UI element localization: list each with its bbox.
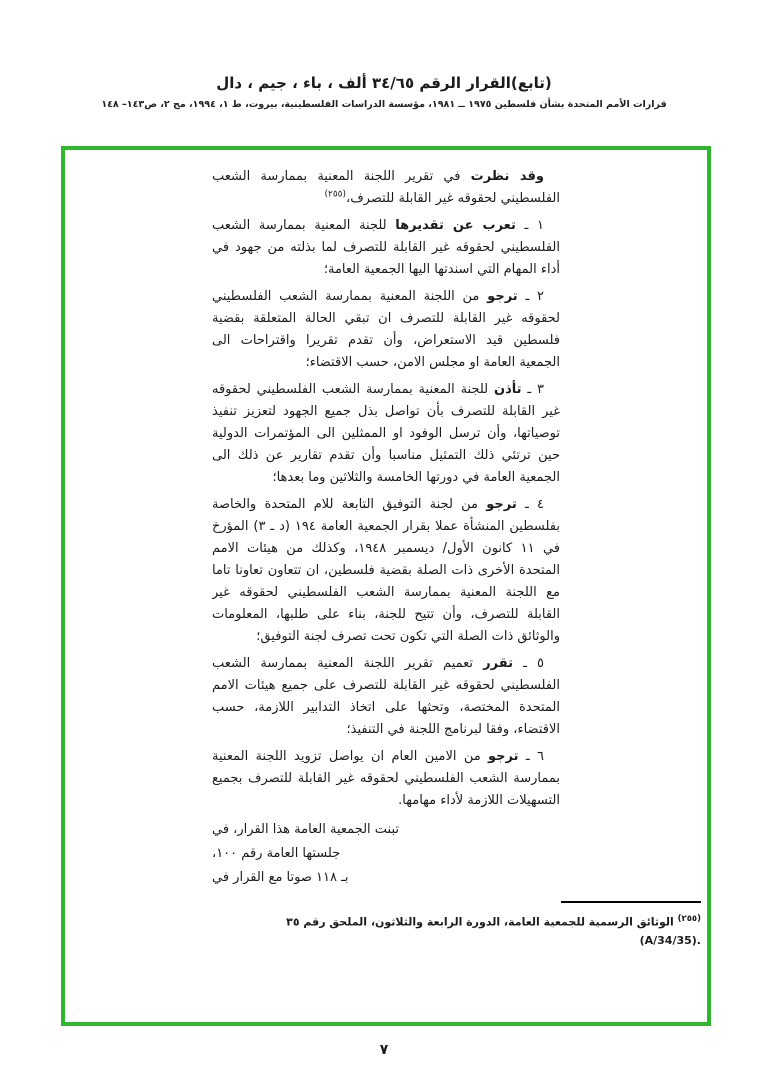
operative-paragraph-4 bbox=[212, 494, 560, 648]
paragraph-text: من لجنة التوفيق التابعة للام المتحدة والخاصة بفلسطين المنشأة عملا بقرار الجمعية العامة ١٩٤ (د ـ ٣) المؤرخ في ١١ كانون الأول/ ديسمبر ١٩٤٨، وكذلك من هيئات الامم المتحدة الأخرى ذات الصلة بقضية فلسطين، ان تتعاون تعاونا تاما مع اللجنة المعنية بممارسة الشعب الفلسطيني لحقوقه غير القابلة للتصرف، وأن تتيح للجنة، بناء على طلبها، المعلومات والوثائق ذات الصلة التي تكون تحت تصرف لجنة التوفيق؛ bbox=[212, 497, 560, 644]
paragraph-lead: ترجو bbox=[487, 289, 518, 304]
footnote-divider bbox=[561, 901, 701, 903]
operative-paragraph-3 bbox=[212, 379, 560, 489]
paragraph-text: في تقرير اللجنة المعنية بممارسة الشعب الفلسطيني لحقوقه غير القابلة للتصرف، bbox=[212, 169, 560, 206]
footnote bbox=[215, 901, 701, 950]
paragraph-text: للجنة المعنية بممارسة الشعب الفلسطيني لحقوقه غير القابلة للتصرف بأن تواصل بذل جميع الجهود لتعزيز تنفيذ توصياتها، وأن ترسل الوفود او الممثلين الى المؤتمرات الدولية حين ترتئي ذلك التمثيل مناسبا وأن تقدم تقارير عن ذلك الى الجمعية العامة في دورتها الخامسة والثلاثين وما بعدها؛ bbox=[212, 382, 560, 485]
adoption-note-line: تبنت الجمعية العامة هذا القرار، في bbox=[212, 822, 400, 837]
paragraph-number: ٥ ـ bbox=[512, 656, 544, 671]
paragraph-number: ٢ ـ bbox=[517, 289, 545, 304]
footnote-document-symbol: (A/34/35). bbox=[639, 934, 701, 947]
footnote-marker: (٢٥٥) bbox=[677, 914, 701, 925]
paragraph-text: للجنة المعنية بممارسة الشعب الفلسطيني لحقوقه غير القابلة للتصرف لما بذلته من جهود في أداء المهام التي اسندتها اليها الجمعية العامة؛ bbox=[212, 218, 560, 277]
adoption-note bbox=[212, 818, 560, 884]
paragraph-lead: ترجو bbox=[488, 749, 519, 764]
intro-paragraph bbox=[212, 166, 560, 210]
footnote-text bbox=[215, 910, 701, 950]
resolution-body bbox=[212, 166, 560, 884]
footnote-ref: (٢٥٥) bbox=[324, 189, 347, 200]
paragraph-number: ٤ ـ bbox=[516, 497, 544, 512]
paragraph-number: ٣ ـ bbox=[521, 382, 544, 397]
operative-paragraph-6 bbox=[212, 746, 560, 812]
paragraph-number: ١ ـ bbox=[515, 218, 544, 233]
document-header bbox=[0, 74, 768, 110]
paragraph-lead: تقرر bbox=[483, 656, 513, 671]
document-title: (تابع)القرار الرقم ٣٤/٦٥ ألف ، باء ، جيم ، دال bbox=[216, 74, 552, 92]
adoption-note-line: بـ ١١٨ صوتا مع القرار في bbox=[212, 870, 349, 884]
paragraph-lead: وقد نظرت bbox=[470, 169, 545, 184]
operative-paragraph-5 bbox=[212, 653, 560, 741]
paragraph-text: تعميم تقرير اللجنة المعنية بممارسة الشعب الفلسطيني لحقوقه غير القابلة للتصرف على جميع هيئات الامم المتحدة المختصة، وتحثها على اتخاذ التدابير اللازمة، حسب الاقتضاء، وفقا لبرنامج اللجنة في التنفيذ؛ bbox=[212, 656, 560, 737]
footnote-citation: الوثائق الرسمية للجمعية العامة، الدورة الرابعة والثلاثون، الملحق رقم ٣٥ bbox=[286, 916, 678, 929]
paragraph-lead: تأذن bbox=[493, 382, 522, 397]
resolution-frame bbox=[61, 146, 711, 1026]
operative-paragraph-1 bbox=[212, 215, 560, 281]
paragraph-lead: تعرب عن تقديرها bbox=[395, 218, 516, 233]
document-subtitle: قرارات الأمم المتحدة بشأن فلسطين ١٩٧٥ ــ ١٩٨١، مؤسسة الدراسات الفلسطينية، بيروت، ط ١، ١٩٩٤، مج ٢، ص١٤٣– ١٤٨ bbox=[101, 99, 667, 110]
paragraph-number: ٦ ـ bbox=[518, 749, 544, 764]
page-number: ٧ bbox=[379, 1042, 389, 1058]
paragraph-text: من الامين العام ان يواصل تزويد اللجنة المعنية بممارسة الشعب الفلسطيني لحقوقه غير القابلة للتصرف بجميع التسهيلات اللازمة لأداء مهامها. bbox=[212, 749, 560, 808]
operative-paragraph-2 bbox=[212, 286, 560, 374]
paragraph-text: من اللجنة المعنية بممارسة الشعب الفلسطيني لحقوقه غير القابلة للتصرف ان تبقي الحالة المتعلقة بقضية فلسطين قيد الاستعراض، وأن تقدم تقريرا واقتراحات الى الجمعية العامة او مجلس الامن، حسب الاقتضاء؛ bbox=[212, 289, 560, 370]
adoption-note-line: جلستها العامة رقم ١٠٠، bbox=[212, 846, 341, 861]
paragraph-lead: ترجو bbox=[486, 497, 517, 512]
